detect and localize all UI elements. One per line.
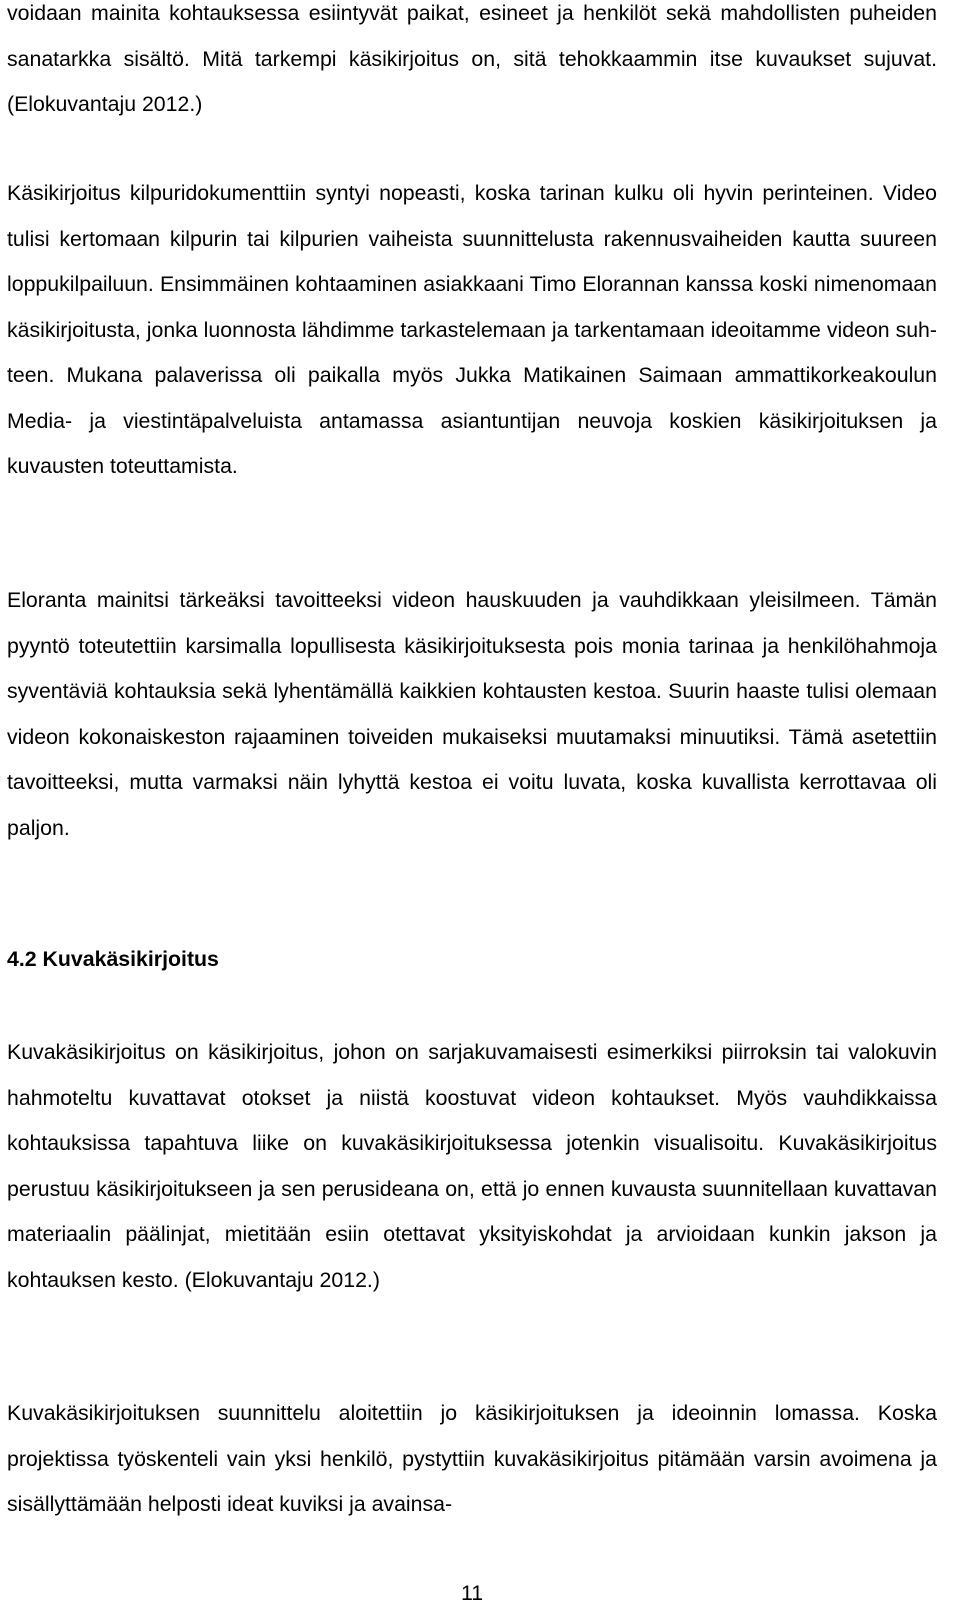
paragraph-2: Käsikirjoitus kilpuridokumenttiin syntyi nopeasti, koska tarinan kulku oli hyvin perinteinen. Video tulisi kertomaan kilpurin tai kilpurien vaiheista suunnittelusta rakennusvaiheiden kautta suureen loppukilpailuun. Ensimmäinen kohtaaminen asiakkaani Timo Elorannan kanssa koski nimenomaan käsikirjoitusta, jonka luonnosta lähdimme tarkastelemaan ja tarkentamaan ideoitamme videon suhteen. Mukana palaverissa oli paikalla myös Jukka Matikainen Saimaan ammattikorkeakoulun Media- ja viestintäpalveluista antamassa asiantuntijan neuvoja koskien käsikirjoituksen ja kuvausten toteuttamista.	[7, 181, 937, 478]
paragraph-1: voidaan mainita kohtauksessa esiintyvät paikat, esineet ja henkilöt sekä mahdollisten puheiden sanatarkka sisältö. Mitä tarkempi käsikirjoitus on, sitä tehokkaammin itse kuvaukset sujuvat. (Elokuvantaju 2012.)	[7, 1, 937, 116]
section-heading: 4.2 Kuvakäsikirjoitus	[7, 947, 219, 971]
paragraph-3: Eloranta mainitsi tärkeäksi tavoitteeksi videon hauskuuden ja vauhdikkaan yleisilmeen. Tämän pyyntö toteutettiin karsimalla lopullisesta käsikirjoituksesta pois monia tarinaa ja henkilöhahmoja syventäviä kohtauksia sekä lyhentämällä kaikkien kohtausten kestoa. Suurin haaste tulisi olemaan videon kokonaiskeston rajaaminen toiveiden mukaiseksi muutamaksi minuutiksi. Tämä asetettiin tavoitteeksi, mutta varmaksi näin lyhyttä kestoa ei voitu luvata, koska kuvallista kerrottavaa oli paljon.	[7, 588, 937, 840]
document-page	[7, 0, 937, 1610]
page-number: 11	[460, 1581, 484, 1605]
paragraph-4: Kuvakäsikirjoitus on käsikirjoitus, johon on sarjakuvamaisesti esimerkiksi piirroksin tai valokuvin hahmoteltu kuvattavat otokset ja niistä koostuvat videon kohtaukset. Myös vauhdikkaissa kohtauksissa tapahtuva liike on kuvakäsikirjoituksessa jotenkin visualisoitu. Kuvakäsikirjoitus perustuu käsikirjoitukseen ja sen perusideana on, että jo ennen kuvausta suunnitellaan kuvattavan materiaalin päälinjat, mietitään esiin otettavat yksityiskohdat ja arvioidaan kunkin jakson ja kohtauksen kesto. (Elokuvantaju 2012.)	[7, 1040, 937, 1292]
paragraph-5: Kuvakäsikirjoituksen suunnittelu aloitettiin jo käsikirjoituksen ja ideoinnin lomassa. Koska projektissa työskenteli vain yksi henkilö, pystyttiin kuvakäsikirjoitus pitämään varsin avoimena ja sisällyttämään helposti ideat kuviksi ja avainsa-	[7, 1401, 937, 1516]
